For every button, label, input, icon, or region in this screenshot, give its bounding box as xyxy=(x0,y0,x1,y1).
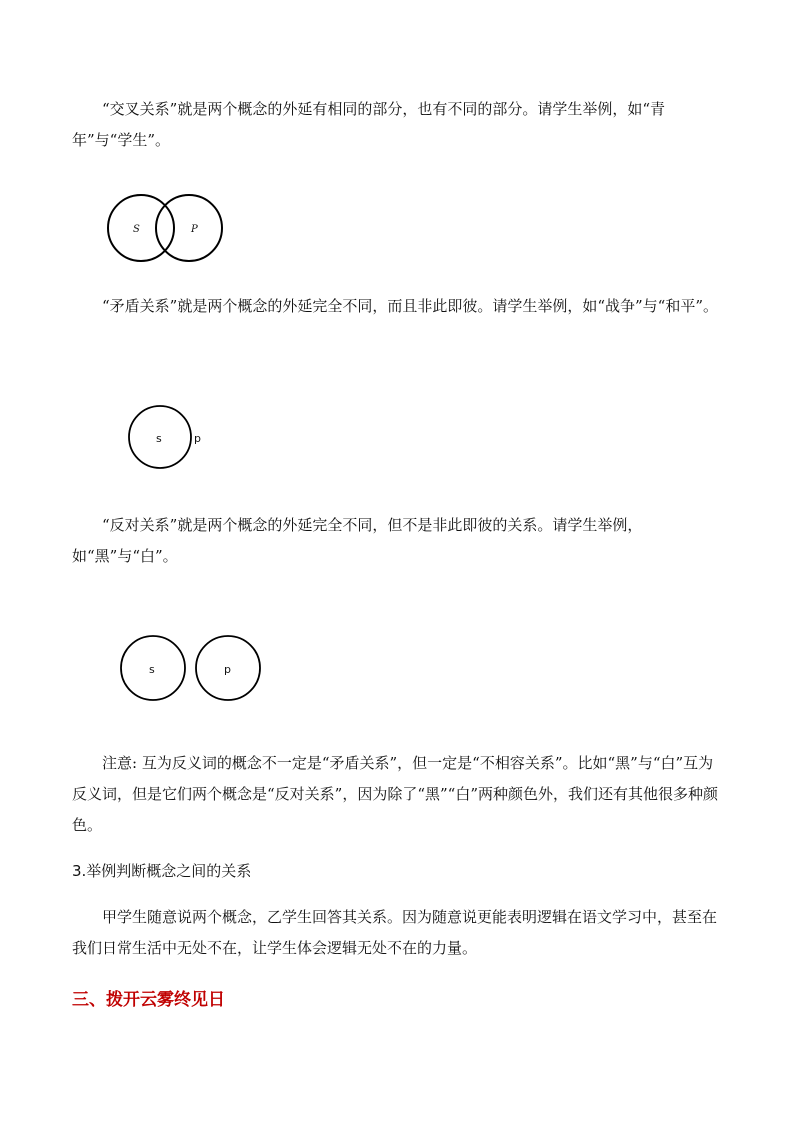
label-s: s xyxy=(149,663,155,676)
label-s: s xyxy=(156,432,162,445)
diagram-contrary xyxy=(115,630,270,710)
label-s: S xyxy=(133,224,140,235)
paragraph-contrary-relation: “反对关系”就是两个概念的外延完全不同，但不是非此即彼的关系。请学生举例，如“黑”与“白”。 xyxy=(72,516,643,565)
label-p: p xyxy=(194,432,201,445)
paragraph-activity: 甲学生随意说两个概念，乙学生回答其关系。因为随意说更能表明逻辑在语文学习中，甚至在我们日常生活中无处不在，让学生体会逻辑无处不在的力量。 xyxy=(72,908,718,957)
subheading-example-judgement: 3.举例判断概念之间的关系 xyxy=(72,862,252,880)
label-p: p xyxy=(224,663,231,676)
circle-p xyxy=(156,195,222,261)
diagram-contradiction xyxy=(120,400,220,475)
paragraph-intersection-relation: “交叉关系”就是两个概念的外延有相同的部分，也有不同的部分。请学生举例，如“青年”与“学生”。 xyxy=(72,100,666,149)
paragraph-note: 注意: 互为反义词的概念不一定是“矛盾关系”，但一定是“不相容关系”。比如“黑”与“白”互为反义词，但是它们两个概念是“反对关系”，因为除了“黑”“白”两种颜色外，我们还有其他很多种颜色。 xyxy=(72,754,719,834)
paragraph-contradiction-relation: “矛盾关系”就是两个概念的外延完全不同，而且非此即彼。请学生举例，如“战争”与“和平”。 xyxy=(102,297,719,315)
label-p: P xyxy=(191,224,198,235)
venn-diagram-intersection xyxy=(100,190,230,270)
section-title: 三、拨开云雾终见日 xyxy=(72,990,225,1010)
